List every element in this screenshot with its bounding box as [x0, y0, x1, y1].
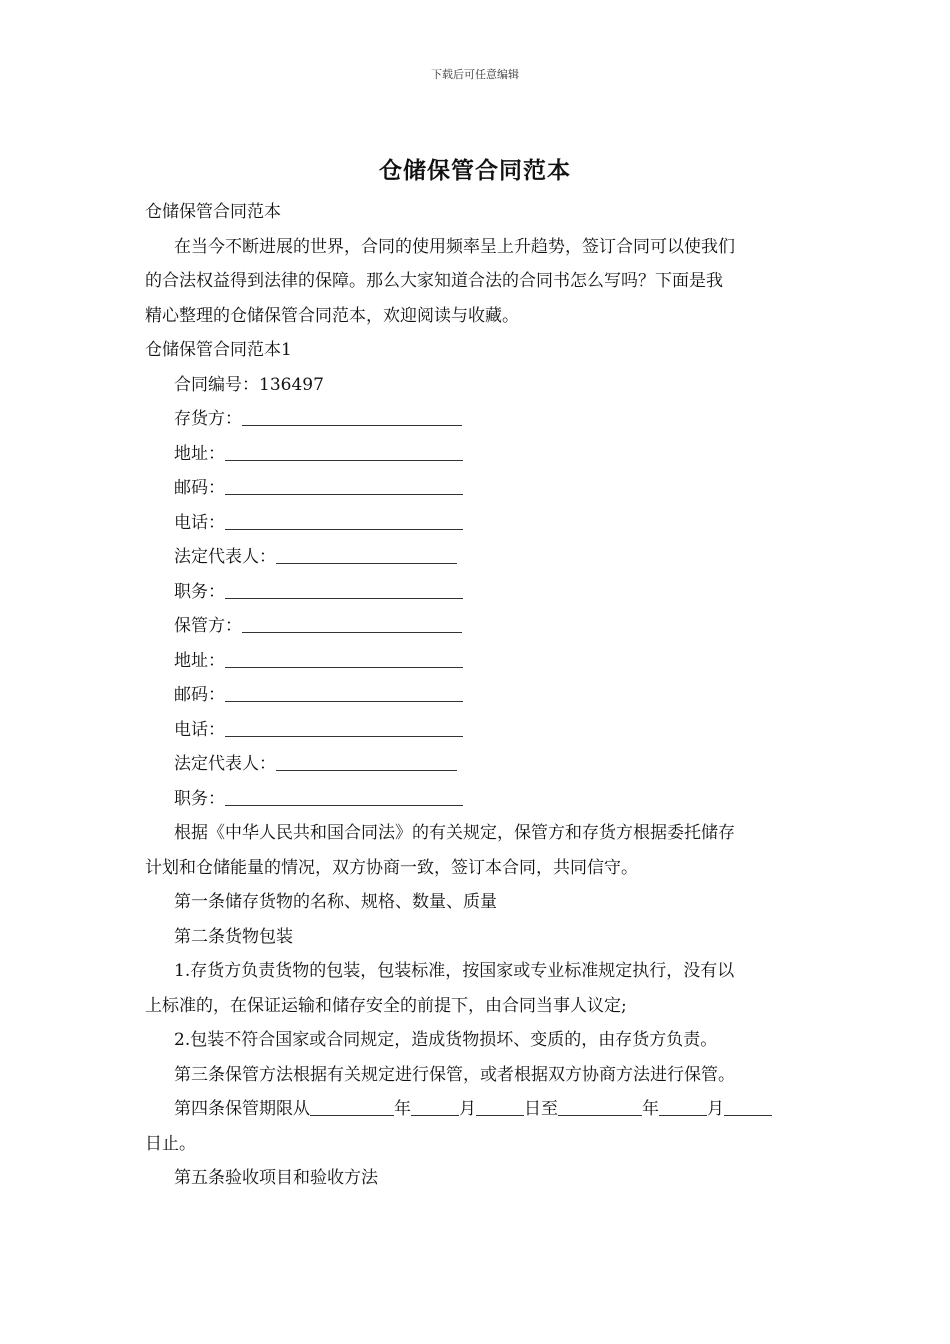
- fill-blank: [724, 1099, 772, 1116]
- basis-line-2: 计划和仓储能量的情况，双方协商一致，签订本合同，共同信守。: [145, 857, 638, 878]
- fill-blank: [242, 409, 462, 426]
- field-position: [145, 575, 810, 610]
- fill-blank: [225, 444, 463, 461]
- fill-blank: [225, 478, 463, 495]
- fill-blank: [225, 720, 463, 737]
- field-legal-rep-2: [145, 747, 810, 782]
- fill-blank: [276, 754, 457, 771]
- subtitle: 仓储保管合同范本: [145, 202, 281, 222]
- year-label: 年: [394, 1099, 411, 1119]
- intro-line-3: 精心整理的仓储保管合同范本，欢迎阅读与收藏。: [145, 305, 519, 326]
- fill-blank: [659, 1099, 707, 1116]
- field-label: 职务：: [174, 788, 225, 809]
- section-title: 仓储保管合同范本1: [145, 340, 292, 360]
- month-label-2: 月: [707, 1099, 724, 1119]
- field-position-2: [145, 782, 810, 817]
- fill-blank: [411, 1099, 459, 1116]
- article-5: 第五条验收项目和验收方法: [174, 1168, 378, 1188]
- basis-line-1: 根据《中华人民共和国合同法》的有关规定，保管方和存货方根据委托储存: [174, 823, 735, 843]
- intro-line-2: 的合法权益得到法律的保障。那么大家知道合法的合同书怎么写吗？下面是我: [145, 271, 723, 291]
- clause-1-line-2: 上标准的，在保证运输和储存安全的前提下，由合同当事人议定;: [145, 995, 627, 1016]
- field-label: 职务：: [174, 581, 225, 602]
- fill-blank: [225, 651, 463, 668]
- fill-blank: [225, 513, 463, 530]
- header-note: 下载后可任意编辑: [431, 68, 519, 81]
- article-4-prefix: 第四条保管期限从: [174, 1099, 310, 1119]
- fill-blank: [310, 1099, 394, 1116]
- intro-line-1: 在当今不断进展的世界，合同的使用频率呈上升趋势，签订合同可以使我们: [174, 236, 735, 257]
- day-to-label: 日至: [524, 1099, 558, 1119]
- fill-blank: [558, 1099, 642, 1116]
- field-label: 存货方：: [174, 409, 242, 429]
- field-phone: [145, 506, 810, 541]
- article-4: [145, 1092, 810, 1127]
- year-label-2: 年: [642, 1099, 659, 1119]
- month-label: 月: [459, 1099, 476, 1119]
- article-2: 第二条货物包装: [174, 926, 293, 947]
- fill-blank: [276, 547, 457, 564]
- field-label: 电话：: [174, 512, 225, 533]
- field-label: 邮码：: [174, 685, 225, 705]
- field-label: 地址：: [174, 650, 225, 671]
- field-label: 法定代表人：: [174, 754, 276, 774]
- article-3: 第三条保管方法根据有关规定进行保管，或者根据双方协商方法进行保管。: [174, 1064, 735, 1085]
- field-address: [145, 437, 810, 472]
- fill-blank: [225, 582, 463, 599]
- field-label: 法定代表人：: [174, 547, 276, 567]
- article-1: 第一条储存货物的名称、规格、数量、质量: [174, 892, 497, 912]
- clause-1-line-1: 1.存货方负责货物的包装，包装标准，按国家或专业标准规定执行，没有以: [174, 961, 735, 981]
- field-postcode: [145, 471, 810, 506]
- document-title: 仓储保管合同范本: [379, 157, 571, 184]
- field-phone-2: [145, 713, 810, 748]
- field-custodian: [145, 609, 810, 644]
- field-legal-rep: [145, 540, 810, 575]
- field-label: 邮码：: [174, 478, 225, 498]
- field-label: 保管方：: [174, 616, 242, 636]
- fill-blank: [225, 685, 463, 702]
- clause-2: 2.包装不符合国家或合同规定，造成货物损坏、变质的，由存货方负责。: [174, 1030, 718, 1050]
- field-label: 地址：: [174, 443, 225, 464]
- article-4-end: 日止。: [145, 1133, 196, 1154]
- field-depositor: [145, 402, 810, 437]
- document-body: [145, 195, 810, 1196]
- fill-blank: [476, 1099, 524, 1116]
- contract-number: 合同编号：136497: [174, 374, 324, 395]
- fill-blank: [225, 789, 463, 806]
- field-label: 电话：: [174, 719, 225, 740]
- fill-blank: [242, 616, 462, 633]
- field-postcode-2: [145, 678, 810, 713]
- field-address-2: [145, 644, 810, 679]
